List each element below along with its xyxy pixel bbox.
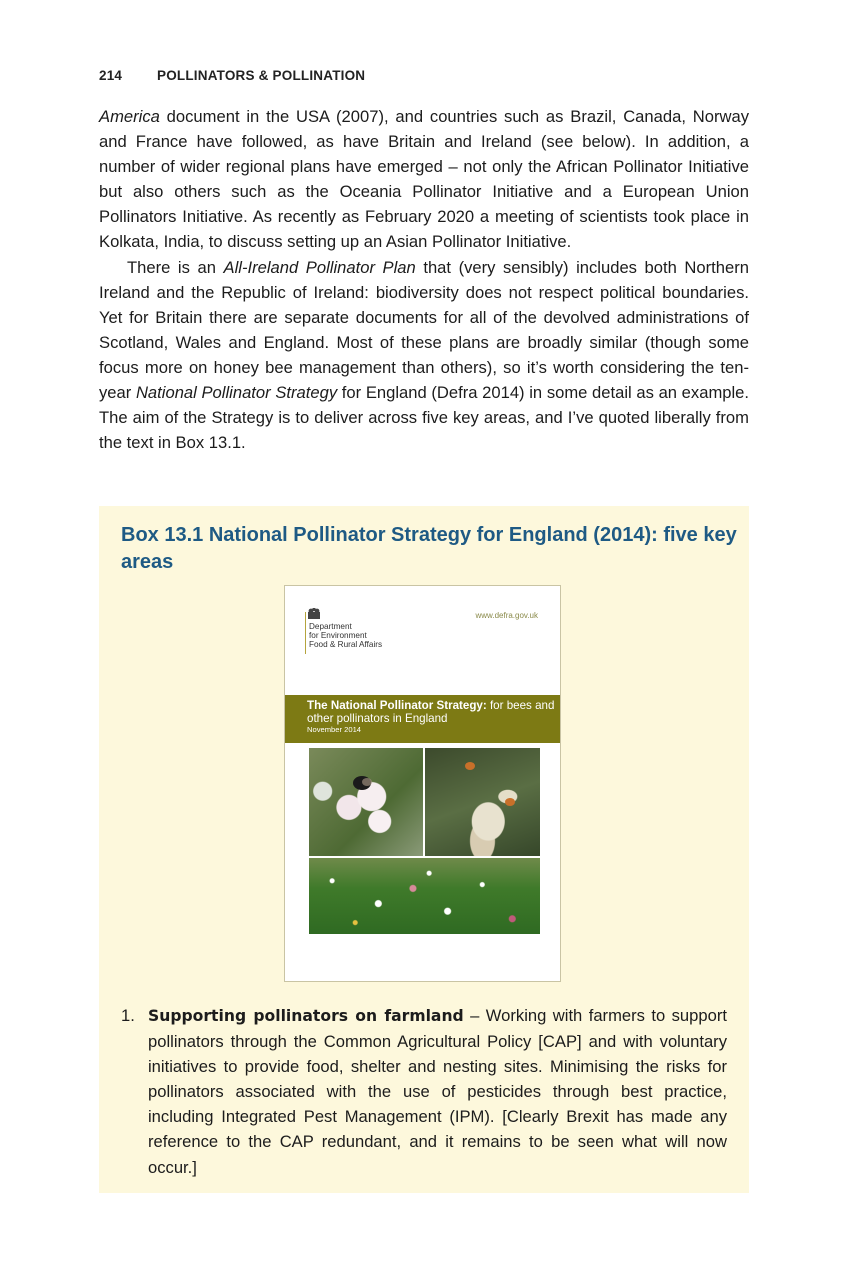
butterfly-icon [465, 762, 475, 770]
bumblebee-photo [309, 748, 423, 856]
cover-banner [285, 695, 560, 743]
cover-photos [309, 748, 540, 934]
paragraph-text: that (very sensibly) includes both Northern Ireland and the Republic of Ireland: biodiversity does not respect political boundaries. Yet for Britain there are separate documents for all of the devolved administrations of Scotland, Wales and England. Most of these plans are broadly similar (though some focus more on honey bee management than others), so it’s worth considering the ten-year [99, 257, 749, 403]
cover-url: www.defra.gov.uk [475, 611, 538, 620]
department-line: for Environment [309, 631, 367, 641]
paragraph-text: There is an [127, 257, 224, 277]
strategy-cover-image [284, 585, 561, 982]
bee-icon [353, 776, 371, 790]
cover-title-rest: for bees and other pollinators in England [307, 699, 555, 725]
box-13-1 [99, 506, 749, 1193]
meadow-photo [309, 858, 540, 934]
list-text [148, 1003, 727, 1180]
page-number: 214 [99, 68, 123, 83]
body-text [99, 104, 749, 455]
cover-title [307, 699, 560, 725]
cover-title-bold: The National Pollinator Strategy: [307, 699, 487, 712]
department-name [309, 622, 382, 650]
box-title: Box 13.1 National Pollinator Strategy for England (2014): five key areas [121, 524, 737, 573]
italic-title: America [99, 107, 160, 126]
butterfly-photo [425, 748, 540, 856]
paragraph-text: document in the USA (2007), and countries such as Brazil, Canada, Norway and France have followed, as have Britain and Ireland (see below). In addition, a number of wider regional plans have emerged – not only the African Pollinator Initiative but also others such as the Oceania Pollinator Initiative and a European Union Pollinators Initiative. As recently as February 2020 a meeting of scientists took place in Kolkata, India, to discuss setting up an Asian Pollinator Initiative. [99, 107, 749, 252]
list-number: 1. [121, 1006, 135, 1025]
royal-crest-icon [307, 608, 321, 620]
paragraph-text: for England (Defra 2014) in some detail as an example. The aim of the Strategy is to deliver across five key areas, and I’ve quoted liberally from the text in Box 13.1. [99, 383, 750, 453]
list-heading: Supporting pollinators on farmland [148, 1007, 464, 1025]
running-head [99, 68, 365, 83]
cover-date: November 2014 [307, 725, 362, 734]
list-item [121, 1003, 727, 1180]
department-line: Department [309, 622, 352, 631]
chapter-title: POLLINATORS & POLLINATION [157, 68, 366, 83]
paragraph-2 [99, 255, 749, 456]
italic-title: National Pollinator Strategy [135, 383, 338, 403]
paragraph-1 [99, 104, 749, 255]
department-line: Food & Rural Affairs [309, 640, 383, 650]
italic-title: All-Ireland Pollinator Plan [223, 257, 416, 277]
list-body: – Working with farmers to support pollinators through the Common Agricultural Policy [CAP] and with voluntary initiatives to provide food, shelter and nesting sites. Minimising the risks for pollinators associated with the use of pesticides through best practice, including Integrated Pest Management (IPM). [Clearly Brexit has made any reference to the CAP redundant, and it remains to be seen what will now occur.] [148, 1006, 727, 1177]
department-rule [305, 612, 306, 654]
butterfly-icon [505, 798, 515, 806]
